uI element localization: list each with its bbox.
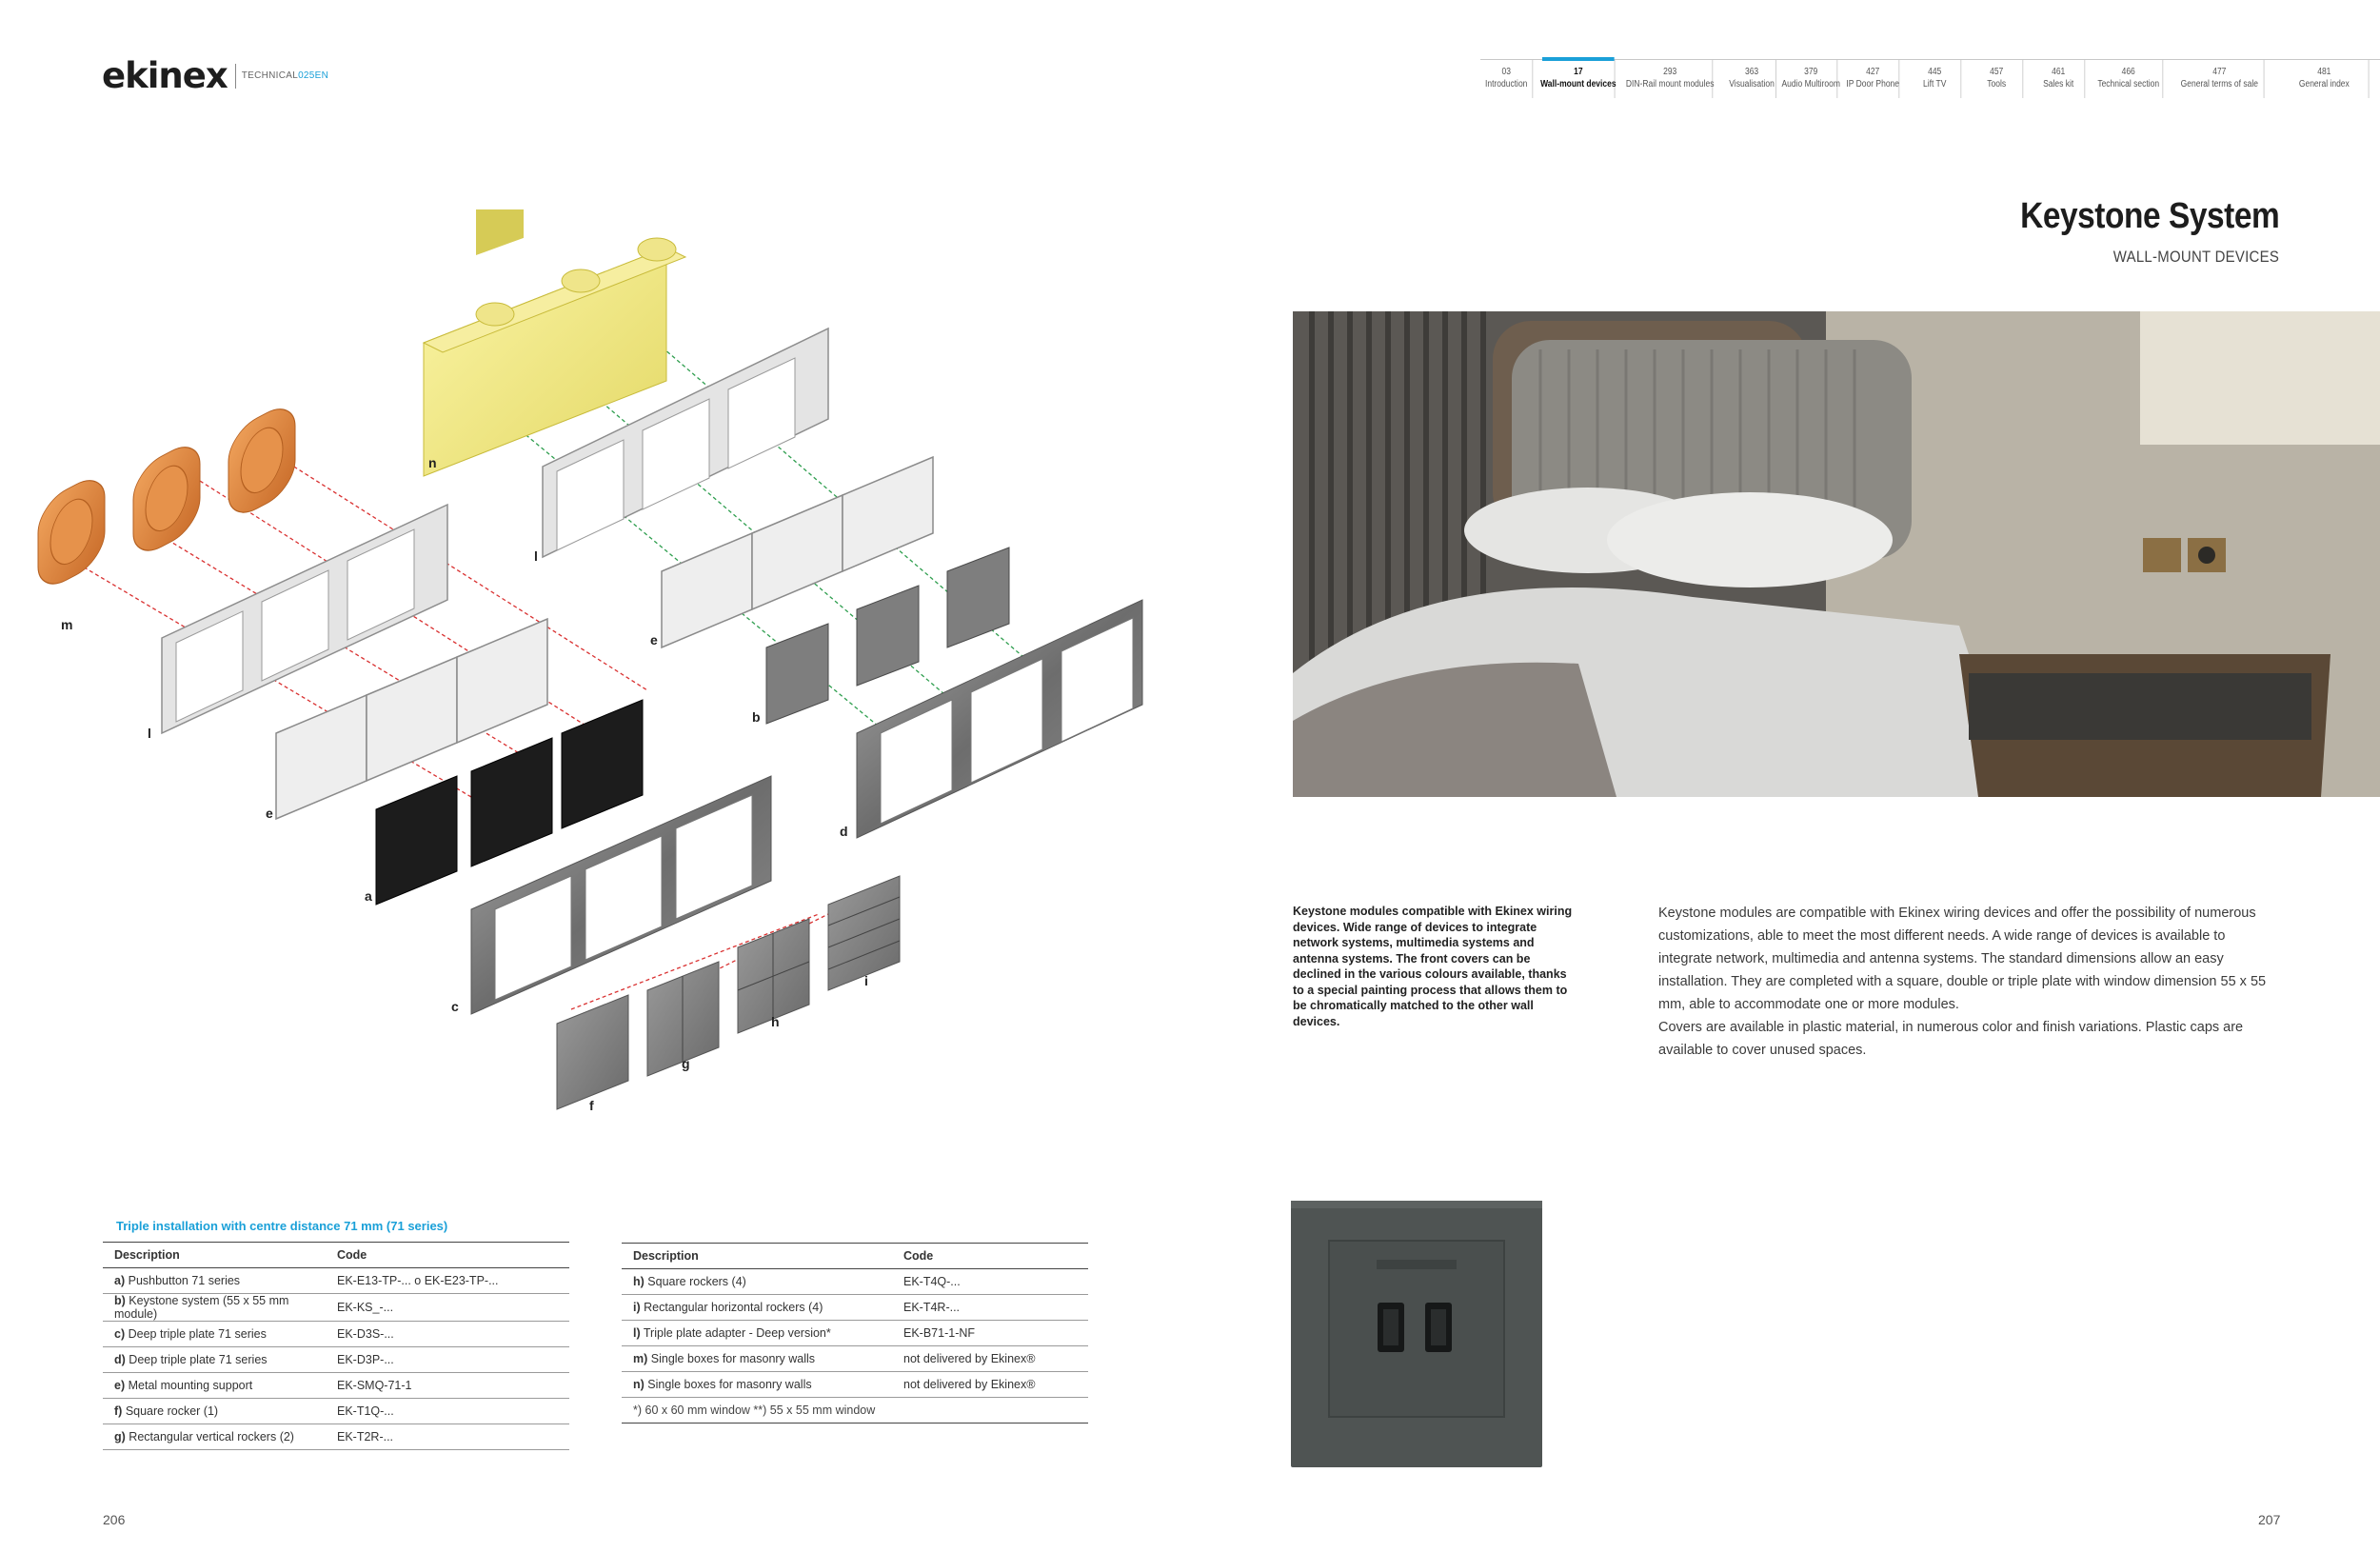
row-description <box>103 1268 326 1294</box>
row-description <box>622 1295 892 1321</box>
body-text <box>1658 902 2279 1062</box>
row-code: EK-KS_-... <box>326 1294 569 1322</box>
label-l-right: l <box>534 548 538 564</box>
table-row <box>103 1424 569 1450</box>
nav-label: Lift TV <box>1922 79 1947 90</box>
row-description <box>103 1424 326 1450</box>
nav-page-number: 363 <box>1744 67 1759 77</box>
nav-page-number: 379 <box>1804 67 1818 77</box>
nav-item[interactable] <box>1781 60 1840 98</box>
page-title: Keystone System <box>2019 196 2279 236</box>
row-code: EK-B71-1-NF <box>892 1321 1088 1346</box>
row-description-text: Deep triple plate 71 series <box>128 1327 267 1341</box>
row-key: i) <box>633 1301 641 1314</box>
row-code: EK-E13-TP-... o EK-E23-TP-... <box>326 1268 569 1294</box>
row-code: EK-T2R-... <box>326 1424 569 1450</box>
row-key: n) <box>633 1378 645 1391</box>
nav-item[interactable] <box>1847 60 1899 98</box>
row-key: b) <box>114 1294 126 1307</box>
table1-header-code: Code <box>326 1243 569 1268</box>
page-number-left: 206 <box>103 1512 126 1527</box>
nav-label: Technical section <box>2097 79 2160 90</box>
label-l-left: l <box>148 726 151 741</box>
table-row <box>103 1294 569 1322</box>
row-description-text: Triple plate adapter - Deep version* <box>643 1326 831 1340</box>
components-table-2 <box>622 1243 1088 1424</box>
row-description-text: Rectangular vertical rockers (2) <box>129 1430 294 1443</box>
row-code: not delivered by Ekinex® <box>892 1372 1088 1398</box>
label-g: g <box>682 1056 690 1071</box>
row-key: l) <box>633 1326 641 1340</box>
nav-label: Sales kit <box>2043 79 2074 90</box>
nav-page-number: 461 <box>2052 67 2066 77</box>
label-f: f <box>589 1098 594 1113</box>
row-description-text: Keystone system (55 x 55 mm module) <box>114 1294 289 1321</box>
row-description-text: Square rockers (4) <box>647 1275 746 1288</box>
row-description <box>622 1269 892 1295</box>
row-key: f) <box>114 1404 123 1418</box>
row-key: d) <box>114 1353 126 1366</box>
row-description-text: Metal mounting support <box>128 1379 253 1392</box>
row-code: EK-T4R-... <box>892 1295 1088 1321</box>
catalog-code: TECHNICAL025EN <box>241 70 329 81</box>
label-c: c <box>451 999 459 1014</box>
row-description <box>103 1399 326 1424</box>
body-paragraph: Keystone modules are compatible with Ekinex wiring devices and offer the possibility of numerous customizations, able to meet the most different needs. A wide range of devices is available to integrate network, multimedia and antenna systems. The standard dimensions allow an easy installation. They are completed with a square, double or triple plate with window dimension 55 x 55 mm, able to accommodate one or more modules. <box>1658 906 2267 1012</box>
table-row <box>103 1399 569 1424</box>
brand-name: ekinex <box>102 55 228 96</box>
keystone-hdmi-product-image <box>1285 1195 1552 1476</box>
nav-item[interactable] <box>2033 60 2085 98</box>
row-key: c) <box>114 1327 126 1341</box>
ekinex-logo <box>102 55 328 96</box>
nav-label: DIN-Rail mount modules <box>1625 79 1715 90</box>
row-key: h) <box>633 1275 645 1288</box>
table-note: *) 60 x 60 mm window **) 55 x 55 mm window <box>622 1398 1088 1424</box>
nav-item[interactable] <box>1480 60 1533 98</box>
nav-item[interactable] <box>1728 60 1776 98</box>
table2-header-description: Description <box>622 1244 892 1269</box>
label-d: d <box>840 824 848 839</box>
nav-page-number: 481 <box>2317 67 2331 77</box>
nav-label: Introduction <box>1484 79 1528 90</box>
nav-label: General terms of sale <box>2180 79 2258 90</box>
row-description <box>103 1347 326 1373</box>
nav-page-number: 477 <box>2212 67 2227 77</box>
table1-header-description: Description <box>103 1243 326 1268</box>
nav-item[interactable] <box>1971 60 2023 98</box>
nav-item[interactable] <box>1909 60 1961 98</box>
table-row <box>622 1321 1088 1346</box>
row-description <box>103 1373 326 1399</box>
section-nav <box>1480 59 2380 98</box>
table-row <box>103 1322 569 1347</box>
row-description-text: Square rocker (1) <box>125 1404 219 1418</box>
page-number-right: 207 <box>2258 1512 2281 1527</box>
nav-page-number: 466 <box>2121 67 2135 77</box>
table-row <box>622 1372 1088 1398</box>
row-description-text: Single boxes for masonry walls <box>647 1378 812 1391</box>
page-subtitle: WALL-MOUNT DEVICES <box>2112 248 2279 266</box>
row-description <box>103 1294 326 1322</box>
bedroom-photo <box>1293 311 2380 797</box>
logo-divider <box>235 64 236 89</box>
label-a: a <box>365 888 372 904</box>
row-description-text: Rectangular horizontal rockers (4) <box>644 1301 823 1314</box>
row-key: m) <box>633 1352 648 1365</box>
row-description <box>622 1372 892 1398</box>
label-n: n <box>428 455 437 470</box>
row-description-text: Pushbutton 71 series <box>128 1274 241 1287</box>
nav-label: Visualisation <box>1729 79 1775 90</box>
table-note-row <box>622 1398 1088 1424</box>
row-description <box>622 1321 892 1346</box>
masonry-boxes-m <box>38 398 295 595</box>
row-code: EK-D3S-... <box>326 1322 569 1347</box>
nav-item[interactable] <box>1625 60 1715 98</box>
row-description <box>622 1346 892 1372</box>
table-row <box>103 1373 569 1399</box>
table-row <box>622 1269 1088 1295</box>
row-description-text: Single boxes for masonry walls <box>650 1352 816 1365</box>
row-code: not delivered by Ekinex® <box>892 1346 1088 1372</box>
table-row <box>103 1268 569 1294</box>
nav-item[interactable] <box>2094 60 2163 98</box>
label-e-right: e <box>650 632 658 647</box>
row-description <box>103 1322 326 1347</box>
nav-label: Tools <box>1987 79 2007 90</box>
nav-label: General index <box>2298 79 2350 90</box>
label-h: h <box>771 1014 780 1029</box>
nav-page-number: 293 <box>1663 67 1677 77</box>
nav-page-number: 427 <box>1866 67 1880 77</box>
components-table-1 <box>103 1242 569 1450</box>
nav-page-number: 445 <box>1928 67 1942 77</box>
nav-item[interactable] <box>1542 60 1616 98</box>
nav-label: Wall-mount devices <box>1540 79 1616 90</box>
table-row <box>103 1347 569 1373</box>
row-code: EK-T4Q-... <box>892 1269 1088 1295</box>
table1-title: Triple installation with centre distance 71 mm (71 series) <box>116 1219 448 1233</box>
nav-item[interactable] <box>2280 60 2370 98</box>
table-row <box>622 1295 1088 1321</box>
row-description-text: Deep triple plate 71 series <box>129 1353 268 1366</box>
table2-header-code: Code <box>892 1244 1088 1269</box>
nav-label: IP Door Phone <box>1846 79 1900 90</box>
row-key: e) <box>114 1379 126 1392</box>
row-code: EK-SMQ-71-1 <box>326 1373 569 1399</box>
body-paragraph: Covers are available in plastic material, in numerous color and finish variations. Plastic caps are available to cover unused spaces. <box>1658 1020 2244 1058</box>
label-e-left: e <box>266 806 273 821</box>
row-key: a) <box>114 1274 126 1287</box>
table-row <box>622 1346 1088 1372</box>
nav-page-number: 457 <box>1990 67 2004 77</box>
label-b: b <box>752 709 761 725</box>
label-i: i <box>864 973 868 988</box>
nav-page-number: 17 <box>1574 67 1583 77</box>
nav-page-number: 03 <box>1501 67 1511 77</box>
nav-label: Audio Multiroom <box>1781 79 1840 90</box>
row-code: EK-D3P-... <box>326 1347 569 1373</box>
exploded-assembly-diagram <box>0 209 1219 1162</box>
row-key: g) <box>114 1430 126 1443</box>
row-code: EK-T1Q-... <box>326 1399 569 1424</box>
nav-item[interactable] <box>2175 60 2265 98</box>
label-m: m <box>61 617 73 632</box>
intro-text: Keystone modules compatible with Ekinex wiring devices. Wide range of devices to integrate network systems, multimedia systems and antenna systems. The front covers can be declined in the various colours available, thanks to a special painting process that allows them to be chromatically matched to the other wall devices. <box>1293 905 1573 1028</box>
